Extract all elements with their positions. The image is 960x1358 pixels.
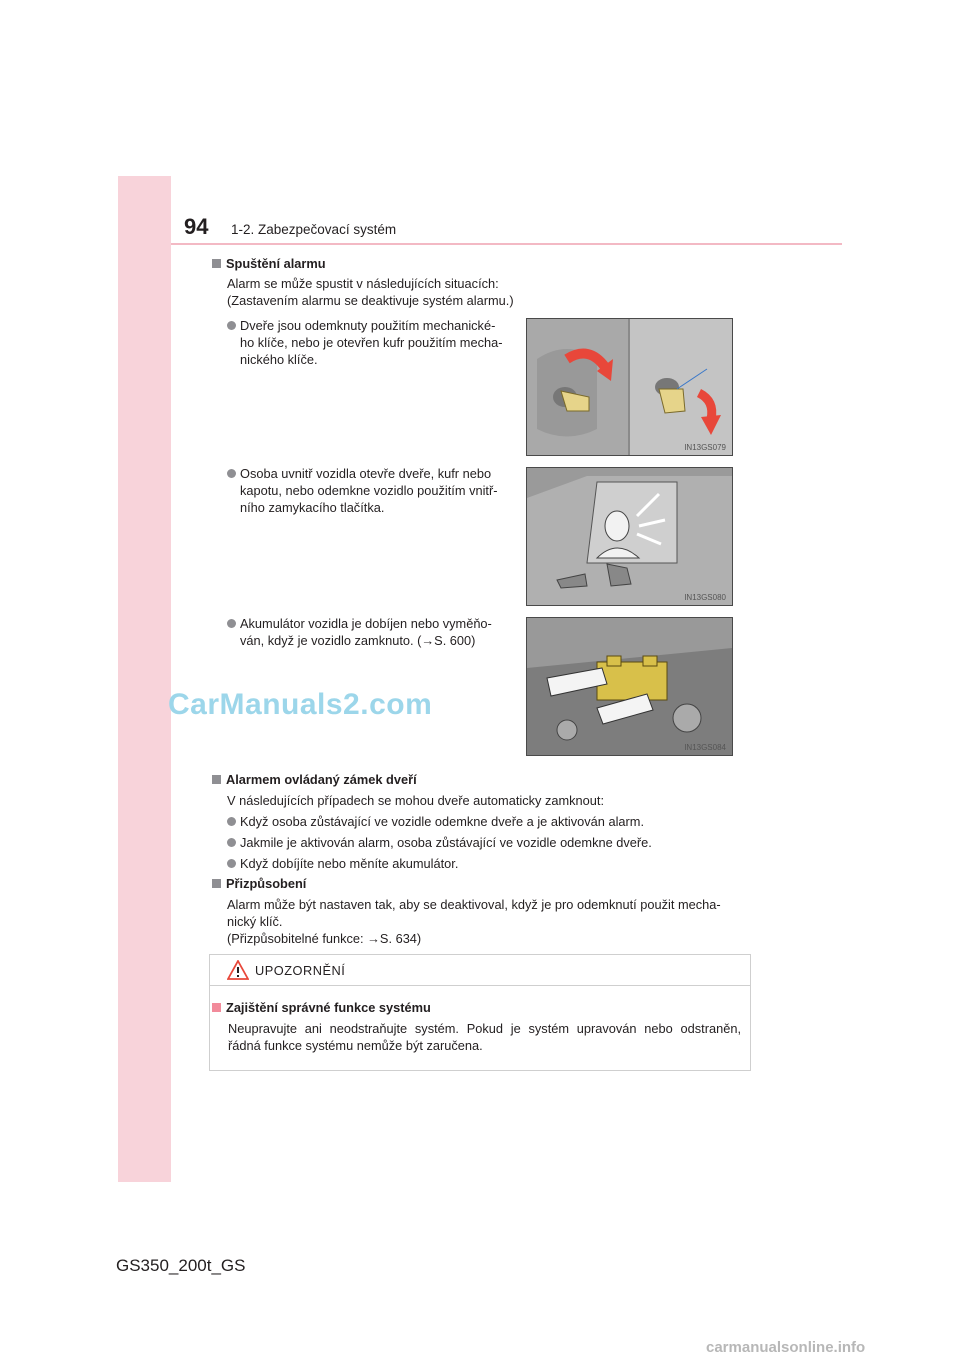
- image-code: IN13GS079: [684, 443, 726, 452]
- door-lock-item: Když dobíjíte nebo měníte akumulátor.: [227, 855, 458, 872]
- footer-site: carmanualsonline.info: [706, 1339, 866, 1356]
- warning-triangle-icon: [227, 960, 249, 980]
- warning-text: Neupravujte ani neodstraňujte systém. Pokud je systém upravován nebo odstraněn, řádná funkce systému nemůže být zaručena.: [228, 1021, 741, 1053]
- door-lock-heading: Alarmem ovládaný zámek dveří: [212, 772, 417, 787]
- warning-header: [210, 955, 750, 986]
- door-lock-item: Když osoba zůstávající ve vozidle odemkne dveře a je aktivován alarm.: [227, 813, 644, 830]
- side-tab-band: [118, 176, 171, 1182]
- round-bullet-icon: [227, 817, 236, 826]
- square-bullet-icon: [212, 1003, 221, 1012]
- square-bullet-icon: [212, 879, 221, 888]
- section-title: 1-2. Zabezpečovací systém: [231, 222, 397, 237]
- square-bullet-icon: [212, 259, 221, 268]
- watermark: CarManuals2.com: [168, 688, 433, 721]
- alarm-trigger-item: Akumulátor vozidla je dobíjen nebo vyměňo- ván, když je vozidlo zamknuto. (→S. 600): [227, 615, 517, 649]
- page-number: 94: [184, 214, 209, 239]
- battery-replacement-illustration: [526, 617, 733, 756]
- alarm-trigger-item: Osoba uvnitř vozidla otevře dveře, kufr nebo kapotu, nebo odemkne vozidlo použitím vnitř- ního zamykacího tlačítka.: [227, 465, 517, 516]
- alarm-trigger-heading: Spuštění alarmu: [212, 256, 326, 271]
- engine-battery-icon: [527, 618, 732, 755]
- footer-model-code: GS350_200t_GS: [116, 1256, 246, 1275]
- round-bullet-icon: [227, 321, 236, 330]
- door-lock-item: Jakmile je aktivován alarm, osoba zůstávající ve vozidle odemkne dveře.: [227, 834, 652, 851]
- customization-text: Alarm může být nastaven tak, aby se deaktivoval, když je pro odemknutí použit mecha- nický klíč. (Přizpůsobitelné funkce: →S. 634): [227, 897, 721, 946]
- warning-label: UPOZORNĚNÍ: [255, 963, 346, 978]
- image-code: IN13GS084: [684, 743, 726, 752]
- door-lock-key-icon: [527, 319, 732, 455]
- round-bullet-icon: [227, 859, 236, 868]
- image-code: IN13GS080: [684, 593, 726, 602]
- car-door-person-icon: [527, 468, 732, 605]
- round-bullet-icon: [227, 619, 236, 628]
- alarm-trigger-item: Dveře jsou odemknuty použitím mechanické- ho klíče, nebo je otevřen kufr použitím mecha- nického klíče.: [227, 317, 517, 368]
- square-bullet-icon: [212, 775, 221, 784]
- mechanical-key-illustration: [526, 318, 733, 456]
- door-lock-intro: V následujících případech se mohou dveře automaticky zamknout:: [227, 793, 605, 808]
- customization-heading: Přizpůsobení: [212, 876, 306, 891]
- round-bullet-icon: [227, 838, 236, 847]
- person-inside-vehicle-illustration: [526, 467, 733, 606]
- round-bullet-icon: [227, 469, 236, 478]
- warning-box: [209, 954, 751, 1071]
- warning-heading: Zajištění správné funkce systému: [212, 1000, 431, 1015]
- header-divider: [171, 243, 842, 245]
- alarm-trigger-intro: Alarm se může spustit v následujících situacích: (Zastavením alarmu se deaktivuje systém alarmu.): [227, 276, 514, 308]
